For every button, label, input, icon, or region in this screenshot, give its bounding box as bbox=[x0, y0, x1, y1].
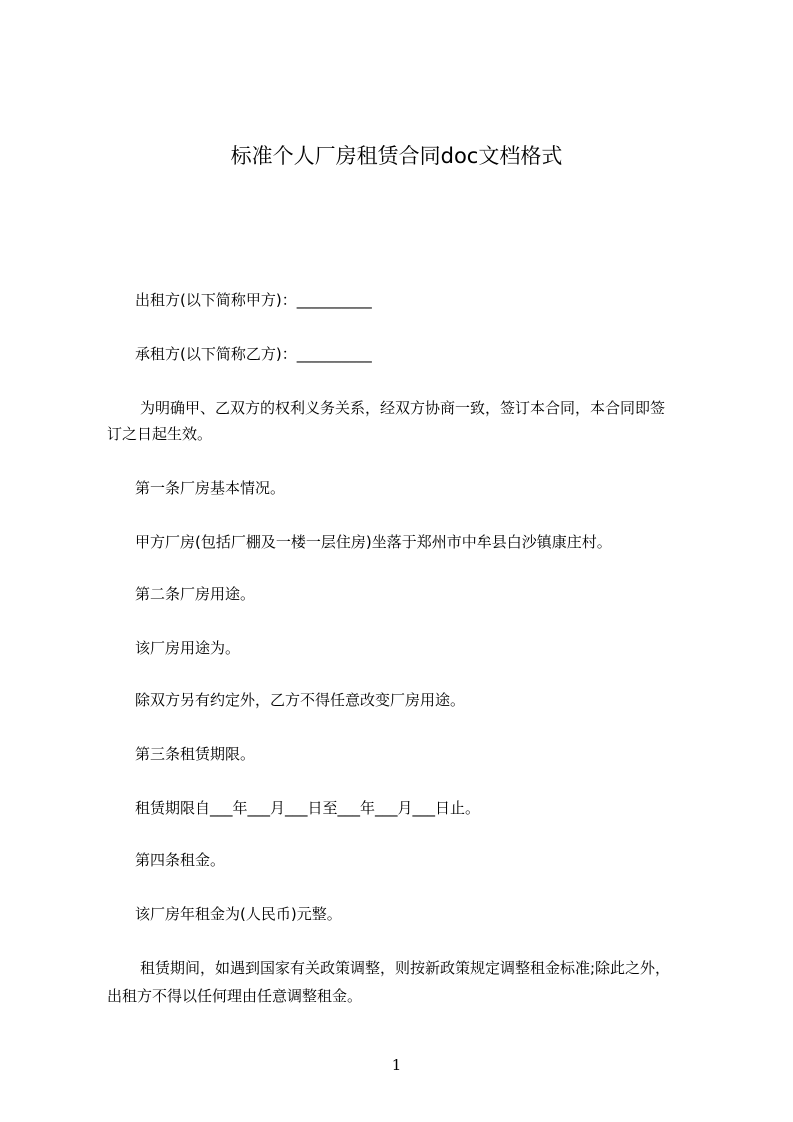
article-4-heading: 第四条租金。 bbox=[135, 851, 226, 869]
article-4-body-2-line-1: 租赁期间，如遇到国家有关政策调整，则按新政策规定调整租金标准;除此之外， bbox=[140, 959, 671, 977]
article-2-heading: 第二条厂房用途。 bbox=[135, 585, 256, 603]
article-1-body: 甲方厂房(包括厂棚及一楼一层住房)坐落于郑州市中牟县白沙镇康庄村。 bbox=[135, 533, 612, 551]
intro-paragraph-line-1: 为明确甲、乙双方的权利义务关系，经双方协商一致，签订本合同，本合同即签 bbox=[140, 399, 666, 417]
article-1-heading: 第一条厂房基本情况。 bbox=[135, 479, 286, 497]
article-3-heading: 第三条租赁期限。 bbox=[135, 745, 256, 763]
article-2-body-1: 该厂房用途为。 bbox=[135, 639, 241, 657]
lessee-line: 承租方(以下简称乙方)：__________ bbox=[135, 345, 372, 363]
intro-paragraph-line-2: 订之日起生效。 bbox=[107, 425, 213, 443]
article-4-body-2-line-2: 出租方不得以任何理由任意调整租金。 bbox=[107, 987, 363, 1005]
article-2-body-2: 除双方另有约定外，乙方不得任意改变厂房用途。 bbox=[135, 691, 466, 709]
article-4-body-1: 该厂房年租金为(人民币)元整。 bbox=[135, 905, 342, 923]
document-title: 标准个人厂房租赁合同doc文档格式 bbox=[230, 144, 563, 168]
page-number: 1 bbox=[391, 1056, 402, 1074]
lessor-line: 出租方(以下简称甲方)：__________ bbox=[135, 291, 372, 309]
article-3-body: 租赁期限自___年___月___日至___年___月___日止。 bbox=[135, 799, 481, 817]
